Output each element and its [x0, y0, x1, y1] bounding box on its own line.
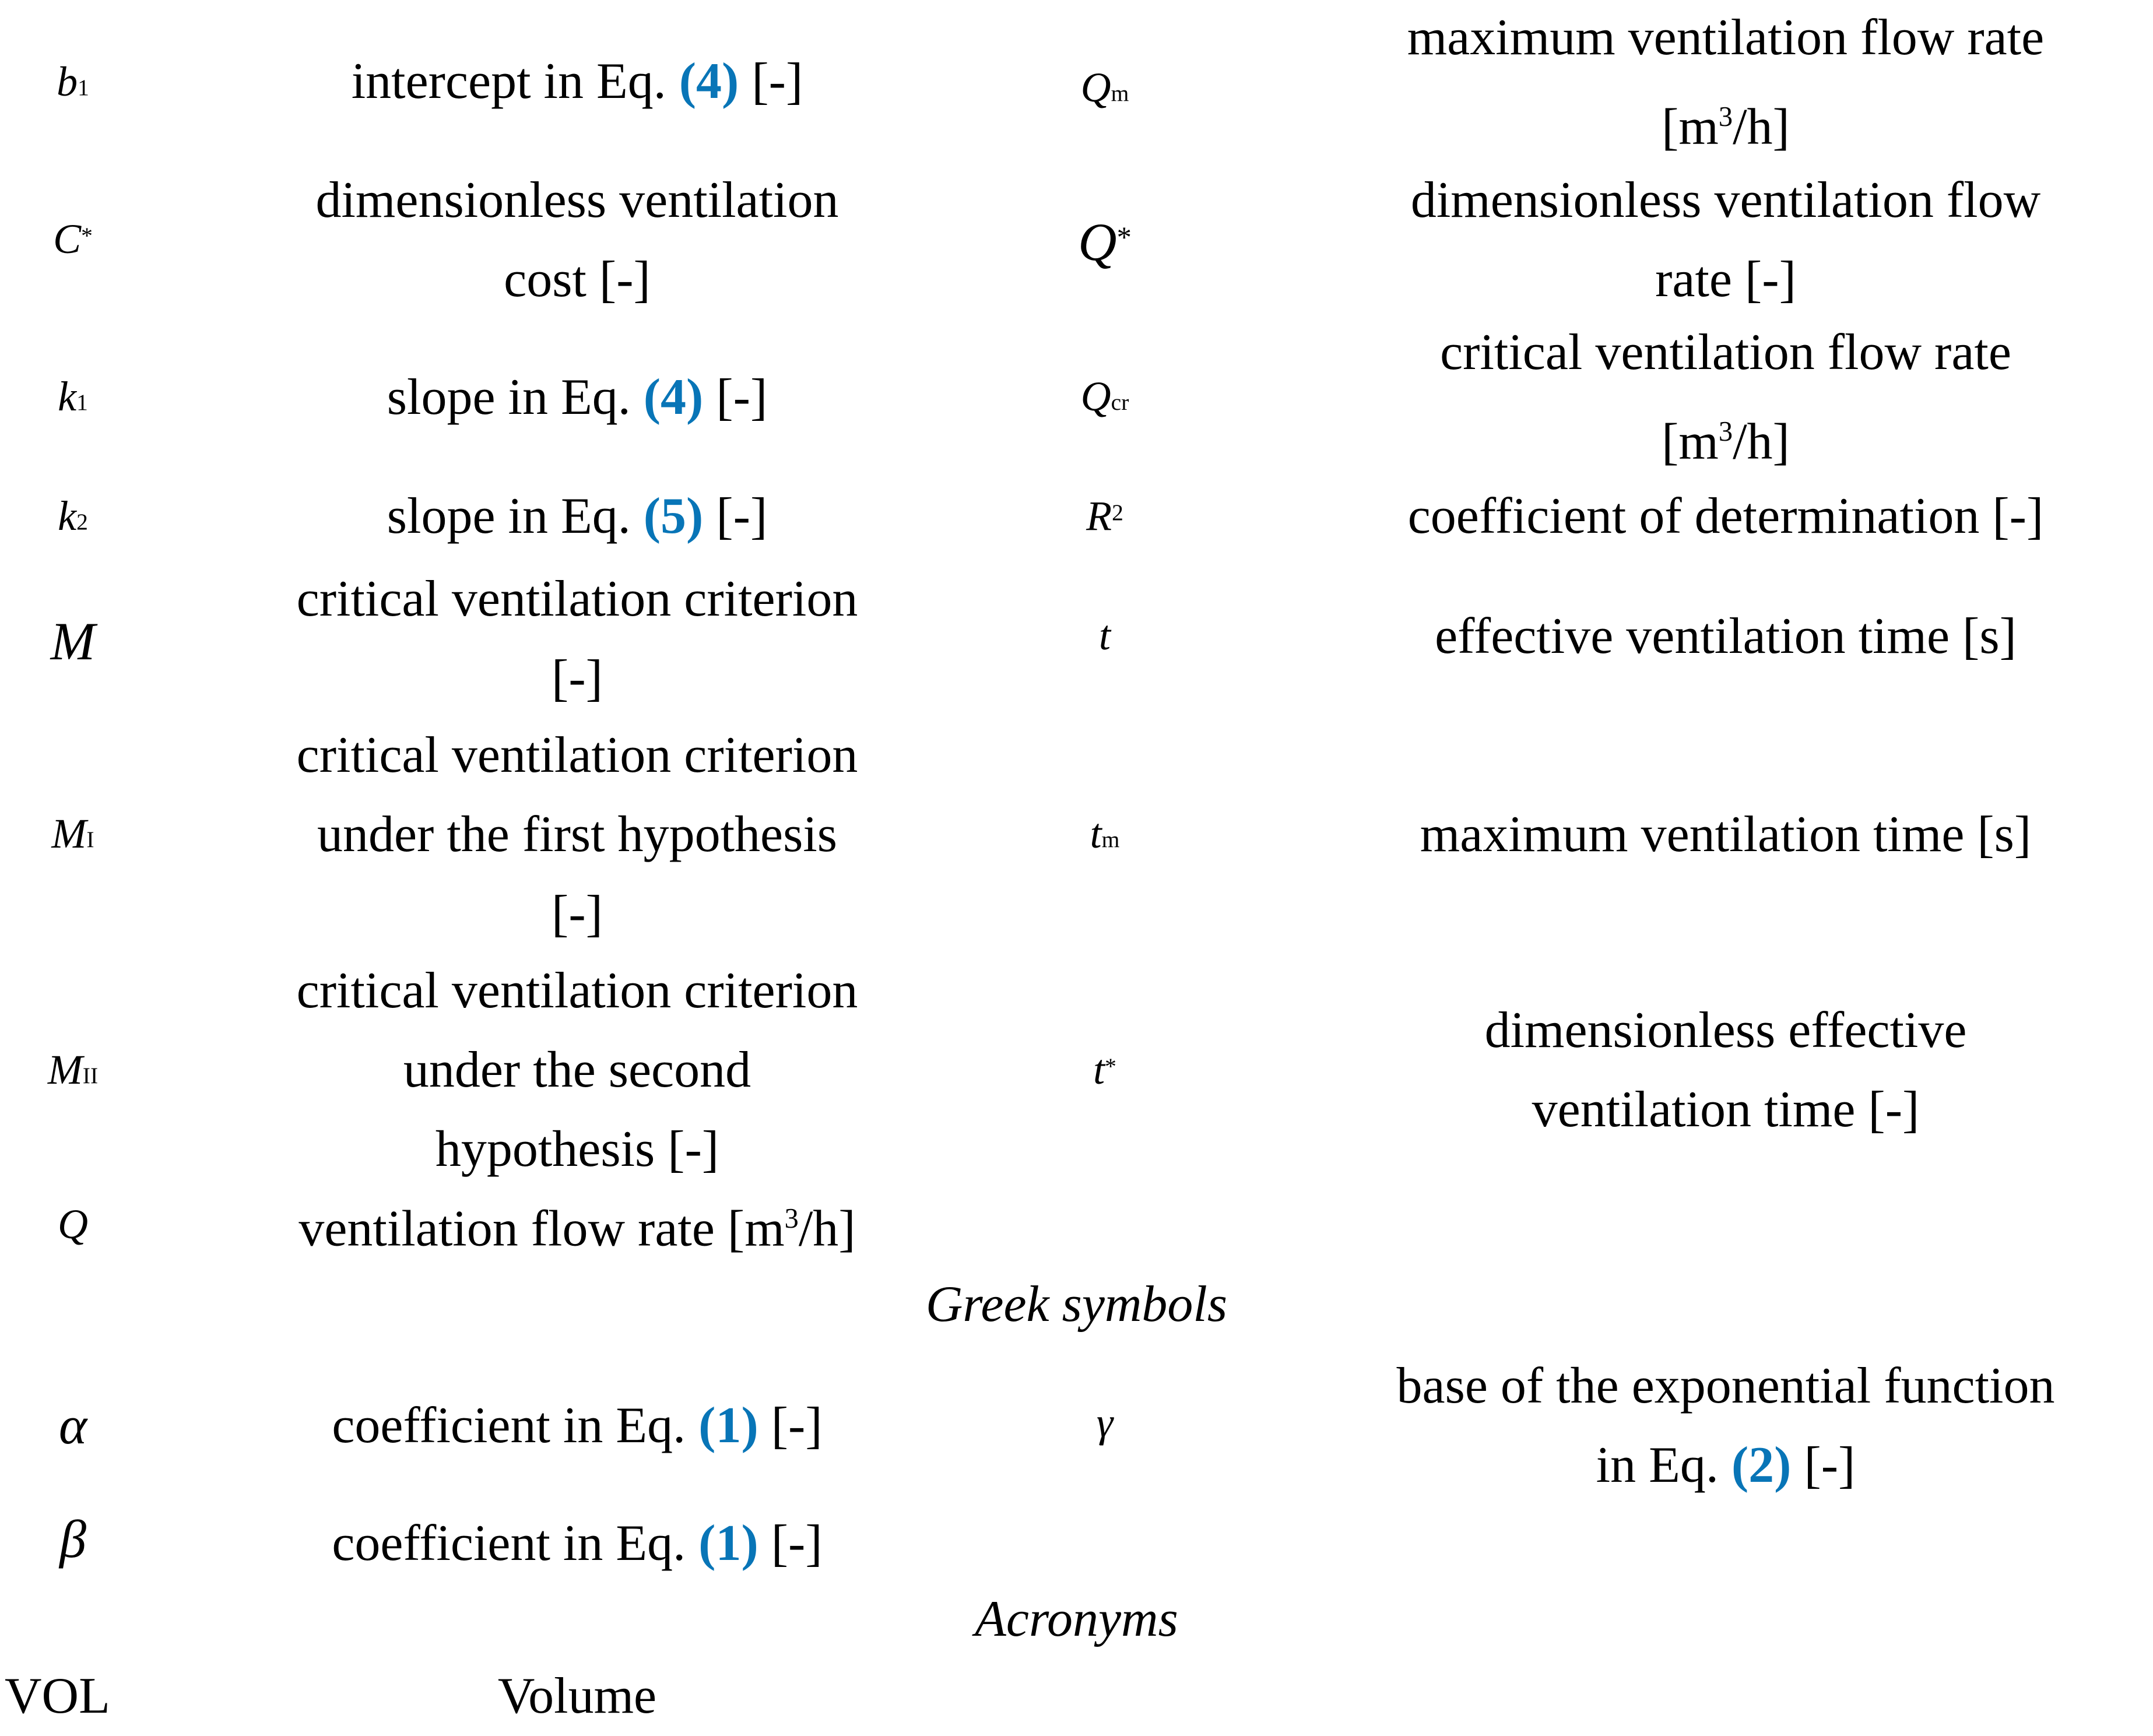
desc-text: in Eq.	[1596, 1437, 1731, 1493]
desc-m	[198, 560, 956, 718]
desc-line	[387, 477, 768, 556]
symbol-base: C	[53, 216, 82, 262]
desc-t	[1300, 597, 2151, 676]
symbol-base: k	[58, 493, 77, 539]
symbol-c-star: C *	[53, 216, 93, 262]
desc-text: [m	[1662, 99, 1719, 156]
eq-1-link[interactable]: (1)	[698, 1515, 758, 1572]
symbol-k2: k $_2$	[58, 493, 88, 539]
symbol-k1: k $_1$	[58, 373, 88, 420]
eq-1-link[interactable]: (1)	[698, 1397, 758, 1454]
symbol-base: α	[58, 1396, 87, 1455]
desc-text: [-]	[703, 369, 768, 426]
desc-beta	[198, 1504, 956, 1583]
symbol-q-cr: Q $_{cr}$	[1080, 373, 1129, 420]
symbol-base: γ	[1096, 1399, 1114, 1446]
desc-text: [-]	[1791, 1437, 1856, 1493]
symbol-base: t	[1090, 810, 1102, 857]
desc-text: coefficient in Eq.	[332, 1515, 699, 1572]
symbol-base: t	[1098, 612, 1111, 659]
desc-q-cr	[1300, 318, 2151, 477]
desc-line: dimensionless effective	[1484, 1002, 1967, 1059]
desc-text: [-]	[758, 1397, 823, 1454]
desc-m-ii	[198, 951, 956, 1189]
desc-q-star	[1300, 161, 2151, 319]
desc-gamma	[1300, 1347, 2151, 1505]
eq-2-link[interactable]: (2)	[1731, 1437, 1792, 1493]
desc-text: /h]	[1733, 413, 1790, 470]
desc-line: Volume	[497, 1668, 657, 1724]
desc-line: [-]	[552, 650, 603, 707]
desc-k2	[198, 477, 956, 556]
desc-line: critical ventilation criterion	[296, 727, 858, 783]
desc-text: [-]	[758, 1515, 823, 1572]
symbol-alpha	[35, 1393, 111, 1457]
symbol-r-squared: R $^2$	[1086, 493, 1123, 539]
desc-r-squared	[1300, 477, 2151, 556]
desc-c-star	[198, 161, 956, 319]
desc-m-i	[198, 716, 956, 954]
desc-line: hypothesis [-]	[435, 1121, 719, 1178]
desc-t-m	[1300, 795, 2151, 874]
symbol-q-m: Q $_m$	[1080, 64, 1129, 111]
desc-line: coefficient of determination [-]	[1407, 488, 2044, 544]
symbol-base: b	[57, 58, 78, 105]
desc-text: [-]	[703, 488, 768, 544]
desc-line: dimensionless ventilation flow	[1410, 172, 2041, 229]
desc-line: effective ventilation time [s]	[1435, 608, 2017, 665]
desc-text: /h]	[1733, 99, 1790, 156]
desc-text: slope in Eq.	[387, 369, 644, 426]
desc-line: [-]	[552, 885, 603, 942]
symbol-m	[35, 609, 111, 673]
symbol-q-star: Q *	[1078, 212, 1132, 272]
desc-line: cost [-]	[504, 251, 651, 308]
desc-k1	[198, 358, 956, 437]
symbol-base: Q	[1080, 64, 1111, 111]
desc-alpha	[198, 1386, 956, 1466]
symbol-m-i: M $_I$	[51, 810, 94, 857]
desc-line: ventilation time [-]	[1532, 1081, 1920, 1138]
superscript: 3	[1718, 101, 1733, 133]
desc-line: critical ventilation flow rate	[1440, 324, 2011, 381]
desc-line: under the first hypothesis	[317, 806, 838, 863]
desc-line	[332, 1386, 822, 1466]
desc-text: intercept in Eq.	[351, 53, 679, 110]
eq-4-link[interactable]: (4)	[643, 369, 704, 426]
symbol-q	[35, 1195, 111, 1253]
symbol-m-ii: M $_{II}$	[47, 1046, 99, 1093]
symbol-base: Q	[1080, 373, 1111, 420]
superscript: 3	[1718, 416, 1733, 448]
symbol-base: Q	[1078, 212, 1117, 272]
greek-symbols-heading: Greek symbols	[925, 1276, 1228, 1333]
desc-q	[198, 1185, 956, 1264]
symbol-base: β	[59, 1509, 86, 1569]
desc-line	[387, 358, 768, 437]
symbol-base: Q	[58, 1201, 88, 1247]
desc-text: [-]	[739, 53, 803, 110]
desc-line	[352, 42, 803, 121]
desc-b1	[198, 42, 956, 121]
desc-text: coefficient in Eq.	[332, 1397, 699, 1454]
desc-text: ventilation flow rate [m	[298, 1200, 785, 1257]
desc-line	[332, 1504, 822, 1583]
desc-line: dimensionless ventilation	[315, 172, 839, 229]
symbol-base: t	[1093, 1046, 1105, 1093]
symbol-base: R	[1086, 493, 1112, 539]
desc-line	[1596, 1426, 1856, 1505]
desc-text: slope in Eq.	[387, 488, 644, 544]
symbol-base: M	[47, 1046, 83, 1093]
acronyms-heading: Acronyms	[975, 1591, 1178, 1647]
desc-line: under the second	[403, 1042, 751, 1098]
desc-t-star	[1300, 991, 2151, 1150]
desc-line	[1662, 78, 1790, 167]
desc-line	[1662, 392, 1790, 482]
symbol-gamma	[1067, 1393, 1143, 1452]
desc-line: maximum ventilation time [s]	[1420, 806, 2032, 863]
desc-line: critical ventilation criterion	[296, 962, 858, 1019]
desc-line: rate [-]	[1655, 251, 1796, 308]
desc-text: [m	[1662, 413, 1719, 470]
desc-line: base of the exponential function	[1396, 1358, 2055, 1414]
symbol-b1: b $_1$	[57, 58, 89, 105]
symbol-base: M	[50, 612, 96, 671]
symbol-t	[1067, 606, 1143, 665]
symbol-base: M	[51, 810, 87, 857]
symbol-t-star: t *	[1093, 1046, 1116, 1093]
desc-line: maximum ventilation flow rate	[1407, 9, 2045, 66]
desc-q-m	[1300, 3, 2151, 162]
symbol-t-m: t $_m$	[1090, 810, 1120, 857]
symbol-beta	[35, 1507, 111, 1571]
eq-5-link[interactable]: (5)	[643, 488, 704, 544]
desc-line	[298, 1179, 855, 1268]
eq-4-link[interactable]: (4)	[679, 53, 739, 110]
superscript: 3	[784, 1203, 799, 1235]
acronym-vol: VOL	[5, 1668, 110, 1724]
desc-line: critical ventilation criterion	[296, 571, 858, 627]
desc-text: /h]	[798, 1200, 856, 1257]
symbol-base: k	[58, 373, 77, 420]
